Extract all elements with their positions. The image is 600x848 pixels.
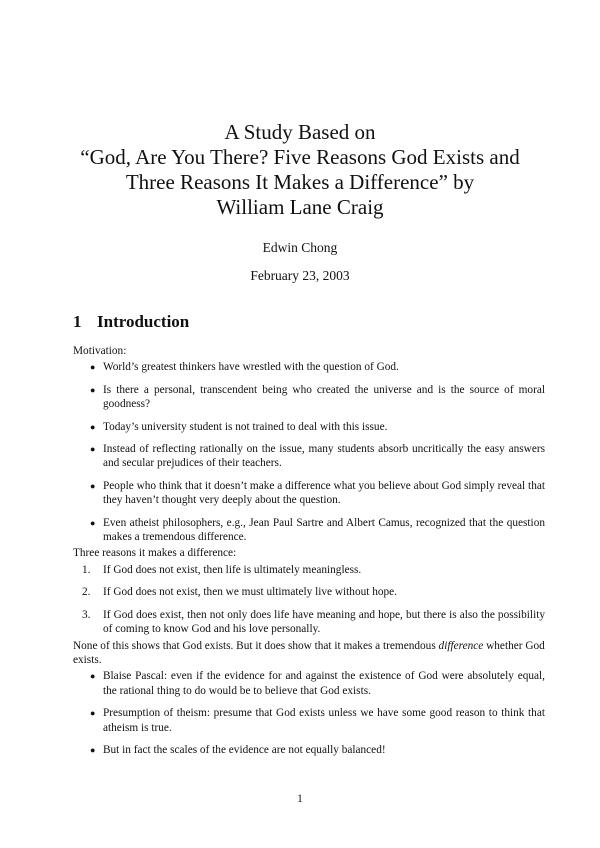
list-item: ● Today’s university student is not trained to deal with this issue. (90, 420, 388, 433)
bullet-icon: ● (90, 671, 96, 682)
author-name: Edwin Chong (262, 240, 338, 255)
reasons-label: Three reasons it makes a difference: (73, 547, 237, 560)
bullet-icon: ● (90, 744, 96, 755)
list-item: ● But in fact the scales of the evidence are not equally balanced! (90, 743, 386, 756)
list-item: ● Blaise Pascal: even if the evidence for and against the existence of God were absolutely equal, the rational thing to do would be to believe that God exists. (90, 670, 545, 697)
bullet-icon: ● (90, 421, 96, 432)
reasons-list (73, 563, 545, 637)
list-item: ● World’s greatest thinkers have wrestled with the question of God. (90, 361, 399, 374)
list-item: ● Even atheist philosophers, e.g., Jean Paul Sartre and Albert Camus, recognized that the question makes a tremendous difference. (90, 516, 545, 544)
bullet-icon: ● (90, 708, 96, 719)
page-number: 1 (297, 793, 303, 805)
list-item: ● Is there a personal, transcendent being who created the universe and is the source of moral goodness? (90, 383, 545, 411)
bullet-icon: ● (90, 444, 96, 455)
list-item: ● People who think that it doesn’t make a difference what you believe about God simply reveal that they haven’t thought very deeply about the question. (90, 479, 545, 507)
bullet-icon: ● (90, 384, 96, 395)
list-item: 1. If God does not exist, then life is ultimately meaningless. (82, 563, 362, 576)
item-number: 1. (82, 563, 91, 576)
list-item: ● Presumption of theism: presume that God exists unless we have some good reason to think that atheism is true. (90, 707, 545, 734)
title-line: William Lane Craig (216, 195, 384, 219)
section-number: 1 (73, 312, 82, 331)
bullet-icon: ● (90, 362, 96, 373)
motivation-list (73, 360, 545, 544)
paragraph: None of this shows that God exists. But it does show that it makes a tremendous difference whether God exists. (73, 639, 545, 666)
motivation-label: Motivation: (73, 345, 127, 357)
document-title (40, 120, 560, 220)
final-list (73, 669, 545, 757)
emphasis: difference (438, 639, 484, 652)
section-title: Introduction (97, 312, 190, 331)
title-line: “God, Are You There? Five Reasons God Exists and (80, 145, 520, 169)
list-item: 2. If God does not exist, then we must ultimately live without hope. (82, 586, 397, 599)
item-number: 2. (82, 586, 91, 599)
list-item: ● Instead of reflecting rationally on the issue, many students absorb uncritically the easy answers and secular prejudices of their teachers. (90, 443, 545, 470)
title-line: Three Reasons It Makes a Difference” by (125, 170, 475, 194)
document-date: February 23, 2003 (250, 268, 350, 283)
section-body (73, 344, 545, 759)
bullet-icon: ● (90, 480, 96, 491)
title-line: A Study Based on (224, 120, 376, 144)
item-number: 3. (82, 608, 91, 621)
section-heading (73, 312, 189, 332)
list-item: 3. If God does exist, then not only does life have meaning and hope, but there is also the possibility of coming to know God and his love personally. (82, 608, 545, 636)
bullet-icon: ● (90, 517, 96, 528)
